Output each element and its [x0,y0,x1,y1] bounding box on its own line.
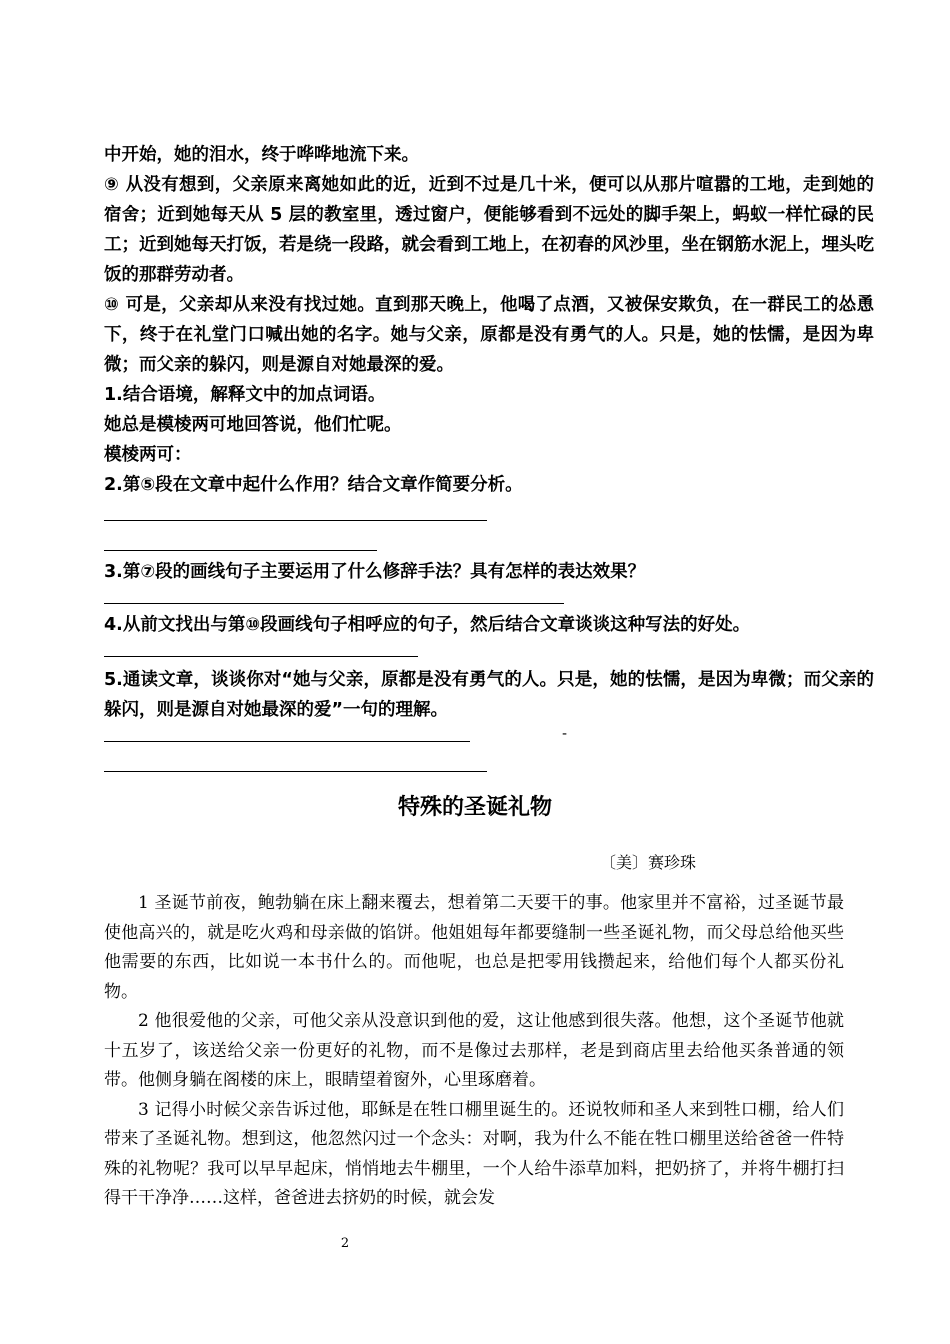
article-author: 〔美〕赛珍珠 [600,853,697,872]
question-3: 3.第⑦段的画线句子主要运用了什么修辞手法？具有怎样的表达效果？ [104,562,646,582]
article-title: 特殊的圣诞礼物 [397,794,552,820]
paragraph-2: 2 他很爱他的父亲，可他父亲从没意识到他的爱，这让他感到很失落。他想，这个圣诞节他就十五岁了，该送给父亲一份更好的礼物，而不是像过去那样，老是到商店里去给他买条普通的领带。他侧身躺在阁楼的床上，眼睛望着窗外，心里琢磨着。 [104,1011,844,1090]
question-2: 2.第⑤段在文章中起什么作用？结合文章作简要分析。 [104,475,523,495]
paragraph-3: 3 记得小时候父亲告诉过他，耶稣是在牲口棚里诞生的。还说牧师和圣人来到牲口棚，给人们带来了圣诞礼物。想到这，他忽然闪过一个念头：对啊，我为什么不能在牲口棚里送给爸爸一件特殊的礼物呢？我可以早早起床，悄悄地去牛棚里，一个人给牛添草加料，把奶挤了，并将牛棚打扫得干干净净……这样，爸爸进去挤奶的时候，就会发 [104,1099,844,1208]
reading-section-1 [104,140,874,772]
answer-line[interactable] [104,550,377,551]
answer-line[interactable] [104,771,487,772]
answer-line[interactable] [104,656,418,657]
stray-dash: - [562,726,568,742]
reading-section-2 [104,889,844,1214]
page-number: 2 [340,1236,350,1251]
question-1-term: 模棱两可： [104,445,192,465]
answer-line[interactable] [104,741,470,742]
paragraph-1: 1 圣诞节前夜，鲍勃躺在床上翻来覆去，想着第二天要干的事。他家里并不富裕，过圣诞节最使他高兴的，就是吃火鸡和母亲做的馅饼。他姐姐每年都要缝制一些圣诞礼物，而父母总给他买些他需要的东西，比如说一本书什么的。而他呢，也总是把零用钱攒起来，给他们每个人都买份礼物。 [104,893,844,1002]
question-4: 4.从前文找出与第⑩段画线句子相呼应的句子，然后结合文章谈谈这种写法的好处。 [104,615,751,635]
paragraph-9: ⑨ 从没有想到，父亲原来离她如此的近，近到不过是几十米，便可以从那片喧嚣的工地，走到她的宿舍；近到她每天从 5 层的教室里，透过窗户，便能够看到不远处的脚手架上，蚂蚁一样忙碌的民工；近到她每天打饭，若是绕一段路，就会看到工地上，在初春的风沙里，坐在钢筋水泥上，埋头吃饭的那群劳动者。 [104,175,874,285]
paragraph-continuation: 中开始，她的泪水，终于哗哗地流下来。 [104,145,419,165]
paragraph-10: ⑩ 可是，父亲却从来没有找过她。直到那天晚上，他喝了点酒，又被保安欺负，在一群民工的怂恿下，终于在礼堂门口喊出她的名字。她与父亲，原都是没有勇气的人。只是，她的怯懦，是因为卑微；而父亲的躲闪，则是源自对她最深的爱。 [104,295,874,375]
answer-line[interactable] [104,520,487,521]
question-5: 5.通读文章，谈谈你对“她与父亲，原都是没有勇气的人。只是，她的怯懦，是因为卑微；而父亲的躲闪，则是源自对她最深的爱”一句的理解。 [104,670,874,720]
question-1-sentence: 她总是模棱两可地回答说，他们忙呢。 [104,415,402,435]
question-1: 1.结合语境，解释文中的加点词语。 [104,385,386,405]
answer-line[interactable] [104,603,564,604]
